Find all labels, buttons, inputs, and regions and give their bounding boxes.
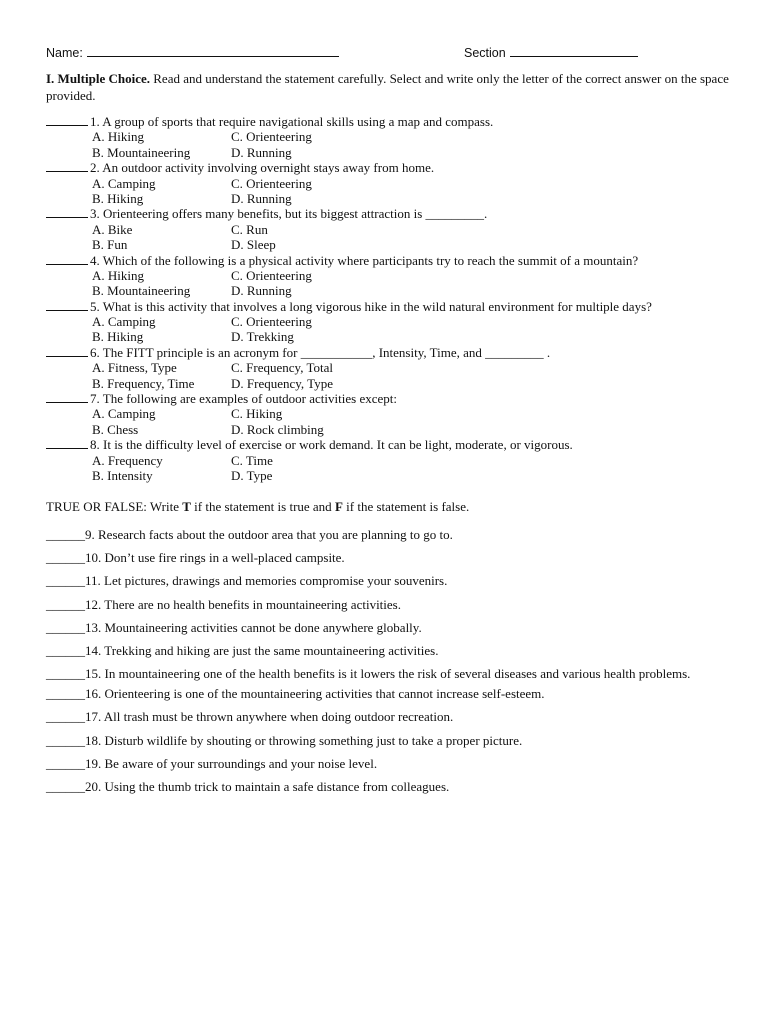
question-number: 1. <box>90 114 100 129</box>
question-number: 7. <box>90 391 100 407</box>
answer-option: C. Orienteering <box>231 314 312 330</box>
answer-blank[interactable] <box>46 206 88 218</box>
answer-option: A. Camping <box>92 406 156 422</box>
option-row <box>46 145 736 160</box>
section-label: Section <box>464 46 506 60</box>
question-2 <box>46 160 736 175</box>
answer-option: A. Camping <box>92 314 156 330</box>
question-number: 8. <box>90 437 100 453</box>
answer-option: C. Time <box>231 452 273 468</box>
true-false-item: ______18. Disturb wildlife by shouting or throwing something just to take a proper picture. <box>46 732 523 748</box>
answer-option: C. Frequency, Total <box>231 360 333 376</box>
answer-option: A. Hiking <box>92 129 144 145</box>
answer-option: C. Orienteering <box>231 267 312 283</box>
answer-option: A. Camping <box>92 175 156 191</box>
answer-option: D. Trekking <box>231 329 294 345</box>
question-4 <box>46 253 736 268</box>
option-row <box>46 176 736 191</box>
option-row <box>46 376 736 391</box>
option-row <box>46 283 736 298</box>
question-text: An outdoor activity involving overnight stays away from home. <box>99 160 435 176</box>
answer-option: B. Chess <box>92 421 139 437</box>
tf-instr-text: TRUE OR FALSE: Write <box>46 499 183 514</box>
section-field[interactable] <box>464 44 638 60</box>
multiple-choice-list <box>46 114 736 483</box>
question-text: The FITT principle is an acronym for ___________, Intensity, Time, and _________ . <box>99 344 551 360</box>
question-number: 5. <box>90 298 100 314</box>
answer-option: D. Rock climbing <box>231 421 324 437</box>
answer-option: B. Frequency, Time <box>92 375 195 391</box>
option-row <box>46 360 736 375</box>
section-blank-line[interactable] <box>510 44 638 57</box>
question-text: The following are examples of outdoor activities except: <box>99 391 397 407</box>
question-text: It is the difficulty level of exercise or work demand. It can be light, moderate, or vigorous. <box>99 437 573 453</box>
name-label: Name: <box>46 46 83 60</box>
answer-option: B. Fun <box>92 237 128 253</box>
answer-blank[interactable] <box>46 345 88 357</box>
answer-option: B. Intensity <box>92 467 153 483</box>
answer-option: D. Frequency, Type <box>231 375 333 391</box>
answer-option: D. Type <box>231 467 273 483</box>
question-7 <box>46 391 736 406</box>
answer-blank[interactable] <box>46 253 88 265</box>
tf-instr-false-letter: F <box>334 499 343 514</box>
answer-option: B. Hiking <box>92 190 144 206</box>
answer-option: A. Hiking <box>92 267 144 283</box>
answer-option: C. Orienteering <box>231 129 312 145</box>
answer-option: D. Running <box>231 283 292 299</box>
true-false-item: ______9. Research facts about the outdoor area that you are planning to go to. <box>46 527 453 542</box>
question-5 <box>46 299 736 314</box>
true-false-item: ______11. Let pictures, drawings and memories compromise your souvenirs. <box>46 573 448 589</box>
question-number: 3. <box>90 206 100 222</box>
name-field[interactable] <box>46 44 339 60</box>
true-false-item: ______16. Orienteering is one of the mountaineering activities that cannot increase self-esteem. <box>46 686 545 702</box>
true-false-item: ______14. Trekking and hiking are just the same mountaineering activities. <box>46 642 439 658</box>
question-number: 6. <box>90 344 100 360</box>
answer-option: D. Running <box>231 144 292 160</box>
option-row <box>46 314 736 329</box>
question-6 <box>46 345 736 360</box>
answer-option: D. Running <box>231 190 292 206</box>
instructions-text: Read and understand the statement carefully. Select and write only the letter of the correct answer on the space provided. <box>46 71 729 103</box>
question-text: What is this activity that involves a long vigorous hike in the wild natural environment for multiple days? <box>99 298 652 314</box>
name-blank-line[interactable] <box>87 44 339 57</box>
option-row <box>46 329 736 344</box>
answer-option: B. Mountaineering <box>92 144 191 160</box>
answer-blank[interactable] <box>46 114 88 126</box>
true-false-instructions <box>46 498 736 515</box>
answer-blank[interactable] <box>46 160 88 172</box>
answer-option: A. Bike <box>92 221 133 237</box>
option-row <box>46 268 736 283</box>
tf-instr-true-letter: T <box>182 499 191 514</box>
option-row <box>46 422 736 437</box>
answer-option: C. Hiking <box>231 406 283 422</box>
question-text: Orienteering offers many benefits, but its biggest attraction is _________. <box>99 206 488 222</box>
true-false-item: ______13. Mountaineering activities cannot be done anywhere globally. <box>46 619 422 635</box>
option-row <box>46 191 736 206</box>
answer-option: C. Run <box>231 221 268 237</box>
question-1 <box>46 114 736 129</box>
answer-option: A. Fitness, Type <box>92 360 177 376</box>
option-row <box>46 222 736 237</box>
question-8 <box>46 437 736 452</box>
true-false-item: ______17. All trash must be thrown anywhere when doing outdoor recreation. <box>46 709 454 725</box>
option-row <box>46 406 736 421</box>
answer-option: B. Mountaineering <box>92 283 191 299</box>
answer-blank[interactable] <box>46 391 88 403</box>
question-text: A group of sports that require navigational skills using a map and compass. <box>99 114 494 129</box>
question-3 <box>46 206 736 221</box>
worksheet-header <box>46 44 726 62</box>
answer-blank[interactable] <box>46 299 88 311</box>
true-false-item: ______10. Don’t use fire rings in a well-placed campsite. <box>46 550 345 566</box>
answer-option: D. Sleep <box>231 237 276 253</box>
option-row <box>46 129 736 144</box>
true-false-list <box>46 527 736 802</box>
question-text: Which of the following is a physical activity where participants try to reach the summit of a mountain? <box>99 252 639 268</box>
true-false-item: ______20. Using the thumb trick to maintain a safe distance from colleagues. <box>46 778 450 794</box>
tf-instr-text-mid: if the statement is true and <box>190 499 335 514</box>
option-row <box>46 237 736 252</box>
option-row <box>46 468 736 483</box>
answer-option: A. Frequency <box>92 452 163 468</box>
answer-option: B. Hiking <box>92 329 144 345</box>
true-false-item: ______19. Be aware of your surroundings and your noise level. <box>46 755 378 771</box>
multiple-choice-instructions <box>46 70 736 104</box>
tf-instr-text-end: if the statement is false. <box>342 499 470 514</box>
part-title: I. Multiple Choice. <box>46 71 150 86</box>
true-false-item: ______12. There are no health benefits in mountaineering activities. <box>46 596 401 612</box>
answer-blank[interactable] <box>46 437 88 449</box>
question-number: 4. <box>90 252 100 268</box>
true-false-item: ______15. In mountaineering one of the health benefits is it lowers the risk of several diseases and various health problems. <box>46 666 691 682</box>
option-row <box>46 453 736 468</box>
question-number: 2. <box>90 160 100 176</box>
answer-option: C. Orienteering <box>231 175 312 191</box>
